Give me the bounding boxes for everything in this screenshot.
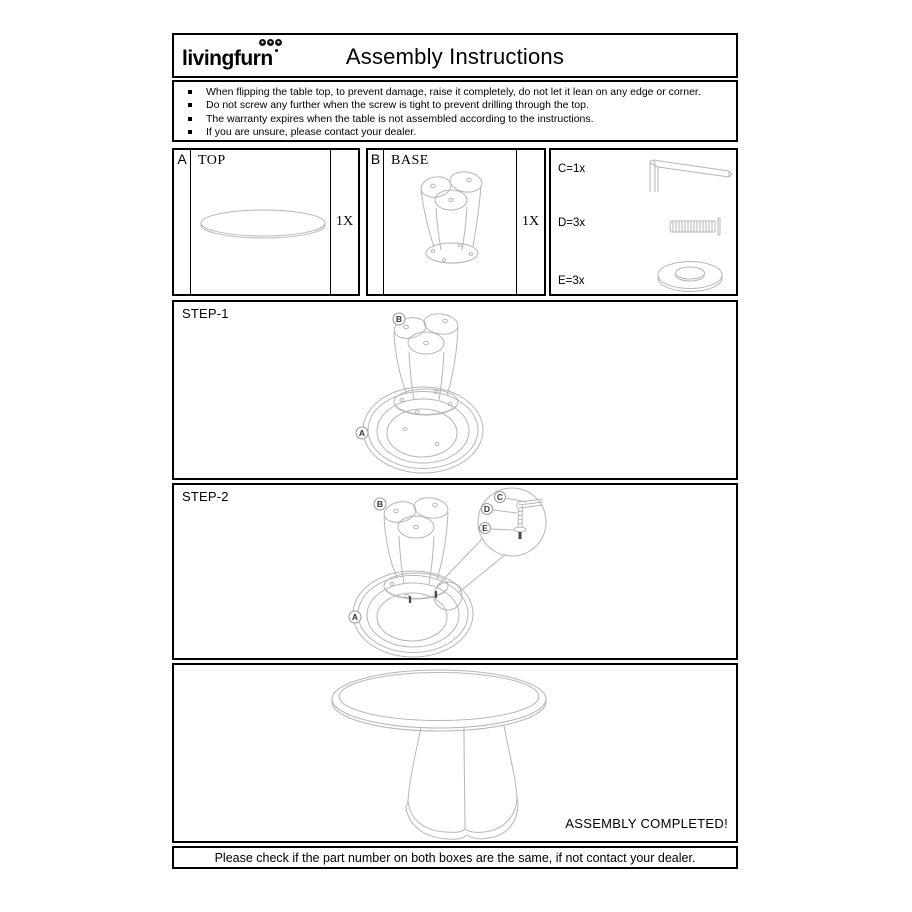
page-title: Assembly Instructions: [345, 44, 565, 69]
warning-text: If you are unsure, please contact your dealer.: [206, 126, 417, 139]
part-e-label: E=3x: [558, 275, 585, 287]
square-bullet-icon: [188, 90, 192, 94]
warning-text: Do not screw any further when the screw is tight to prevent drilling through the top.: [206, 99, 589, 112]
step1-box: [172, 300, 738, 480]
step1-label-a: [356, 427, 368, 439]
part-b-name: BASE: [391, 153, 429, 168]
square-bullet-icon: [188, 103, 192, 107]
allen-key-drawing: [643, 154, 735, 196]
part-d-label: D=3x: [558, 217, 586, 229]
footer-box: [172, 846, 738, 869]
logo-text: livingfurn: [182, 47, 273, 70]
footer-note: Please check if the part number on both boxes are the same, if not contact your dealer.: [214, 850, 696, 865]
header-box: [172, 33, 738, 78]
part-c-label: C=1x: [558, 163, 586, 175]
svg-text:A: A: [351, 612, 359, 622]
svg-text:E: E: [482, 523, 488, 533]
completed-box: [172, 663, 738, 843]
warning-item: [184, 113, 730, 126]
warnings-box: [172, 80, 738, 142]
screw-drawing: [665, 216, 727, 238]
part-a-qty: 1X: [330, 150, 358, 294]
part-a-name: TOP: [198, 153, 226, 168]
step1-title: STEP-1: [182, 306, 229, 321]
svg-text:C: C: [496, 492, 504, 502]
svg-text:B: B: [395, 314, 403, 324]
step2-label-d: [482, 504, 493, 515]
svg-text:B: B: [376, 499, 384, 509]
parts-cde-box: [549, 148, 738, 296]
warning-item: [184, 99, 730, 112]
svg-text:A: A: [358, 428, 366, 438]
warning-item: [184, 86, 730, 99]
step2-label-c: [495, 492, 506, 503]
base-drawing: [384, 150, 521, 294]
washer-drawing: [653, 256, 729, 298]
assembly-completed-text: ASSEMBLY COMPLETED!: [565, 816, 728, 831]
part-a-letter: A: [174, 150, 191, 294]
step2-label-b: [374, 498, 386, 510]
warning-text: When flipping the table top, to prevent damage, raise it completely, do not let it lean on any edge or corner.: [206, 86, 701, 98]
part-b-box: [366, 148, 546, 296]
part-a-box: [172, 148, 360, 296]
step2-title: STEP-2: [182, 489, 229, 504]
square-bullet-icon: [188, 130, 192, 134]
square-bullet-icon: [188, 117, 192, 121]
part-b-letter: B: [368, 150, 384, 294]
step1-label-b: [393, 313, 405, 325]
step1-illustration: [174, 302, 736, 478]
warning-item: [184, 126, 730, 139]
step2-box: [172, 483, 738, 660]
svg-text:D: D: [483, 504, 491, 514]
part-b-qty: 1X: [516, 150, 544, 294]
completed-table-illustration: [174, 665, 736, 841]
step2-illustration: [174, 485, 736, 658]
table-top-drawing: [191, 150, 335, 294]
step2-label-e: [480, 523, 491, 534]
warning-list: [184, 86, 730, 140]
step2-label-a: [349, 611, 361, 623]
warning-text: The warranty expires when the table is not assembled according to the instructions.: [206, 112, 594, 125]
